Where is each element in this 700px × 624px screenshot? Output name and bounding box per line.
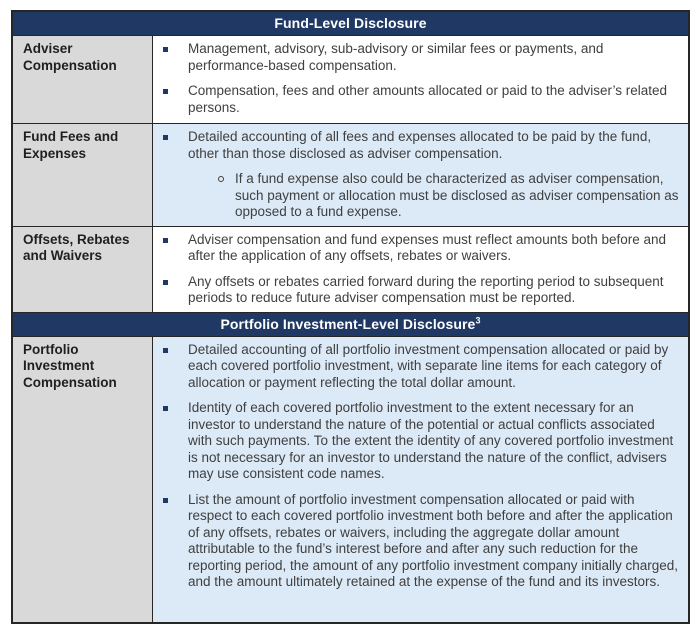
row-portfolio-investment-compensation — [13, 336, 688, 622]
square-bullet-icon — [163, 238, 168, 243]
bullet-item — [161, 41, 679, 74]
content-cell-offsets-rebates-and-waivers — [153, 227, 688, 312]
row-label-fund-fees-and-expenses: Fund Fees and Expenses — [13, 124, 153, 226]
sub-bullet-text: If a fund expense also could be characterized as adviser compensation, such payment or allocation must be disclosed as adviser compensation as opposed to a fund expense. — [235, 171, 679, 219]
bullet-text: Compensation, fees and other amounts allocated or paid to the adviser’s related persons. — [188, 83, 668, 115]
square-bullet-icon — [163, 135, 168, 140]
square-bullet-icon — [163, 348, 168, 353]
square-bullet-icon — [163, 89, 168, 94]
bullet-item — [161, 83, 679, 116]
sub-bullet-item — [218, 171, 679, 221]
row-fund-fees-and-expenses — [13, 123, 688, 226]
content-cell-fund-fees-and-expenses — [153, 124, 688, 226]
row-offsets-rebates-and-waivers — [13, 226, 688, 312]
bullet-item — [161, 342, 679, 392]
section-header-fund-level — [13, 12, 688, 35]
bullet-item — [161, 400, 679, 483]
circle-bullet-icon — [218, 176, 224, 182]
footnote-superscript: 3 — [475, 314, 481, 325]
bullet-item — [161, 492, 679, 591]
square-bullet-icon — [163, 498, 168, 503]
bullet-text: Detailed accounting of all fees and expenses allocated to be paid by the fund, other than those disclosed as adviser compensation. — [188, 129, 652, 161]
square-bullet-icon — [163, 406, 168, 411]
section-header-text: Portfolio Investment-Level Disclosure — [220, 315, 476, 332]
bullet-text: Management, advisory, sub-advisory or similar fees or payments, and performance-based compensation. — [188, 41, 604, 73]
bullet-item — [161, 274, 679, 307]
row-label-adviser-compensation: Adviser Compensation — [13, 36, 153, 123]
section-header-portfolio-investment-level — [13, 312, 688, 336]
square-bullet-icon — [163, 280, 168, 285]
bullet-text: List the amount of portfolio investment compensation allocated or paid with respect to each covered portfolio investment both before and after the application of any offsets, rebates or waivers, including the aggregate dollar amount attributable to the fund’s interest before and after any such reduction for the reporting period, the amount of any portfolio investment company initially charged, and the amount ultimately retained at the expense of the fund and its investors. — [188, 491, 679, 589]
content-cell-adviser-compensation — [153, 36, 688, 123]
bullet-text: Detailed accounting of all portfolio investment compensation allocated or paid by each covered portfolio investment, with separate line items for each category of allocation or payment reflecting the total dollar amount. — [188, 341, 669, 390]
disclosure-table — [11, 10, 690, 624]
bullet-text: Adviser compensation and fund expenses must reflect amounts both before and after the application of any offsets, rebates or waivers. — [188, 231, 667, 263]
section-header-text: Fund-Level Disclosure — [274, 15, 427, 31]
bullet-text: Identity of each covered portfolio investment to the extent necessary for an investor to understand the nature of the potential or actual conflicts associated with such payments. To the extent the identity of any covered portfolio investment is not necessary for an investor to understand the nature of the conflict, advisers may use consistent code names. — [188, 400, 674, 481]
row-adviser-compensation — [13, 35, 688, 123]
bullet-item — [161, 232, 679, 265]
bullet-text: Any offsets or rebates carried forward during the reporting period to subsequent periods to reduce future adviser compensation must be reported. — [188, 273, 664, 305]
row-label-portfolio-investment-compensation: Portfolio Investment Compensation — [13, 337, 153, 622]
bullet-item — [161, 129, 679, 221]
content-cell-portfolio-investment-compensation — [153, 337, 688, 622]
row-label-offsets-rebates-and-waivers: Offsets, Rebates and Waivers — [13, 227, 153, 312]
square-bullet-icon — [163, 47, 168, 52]
